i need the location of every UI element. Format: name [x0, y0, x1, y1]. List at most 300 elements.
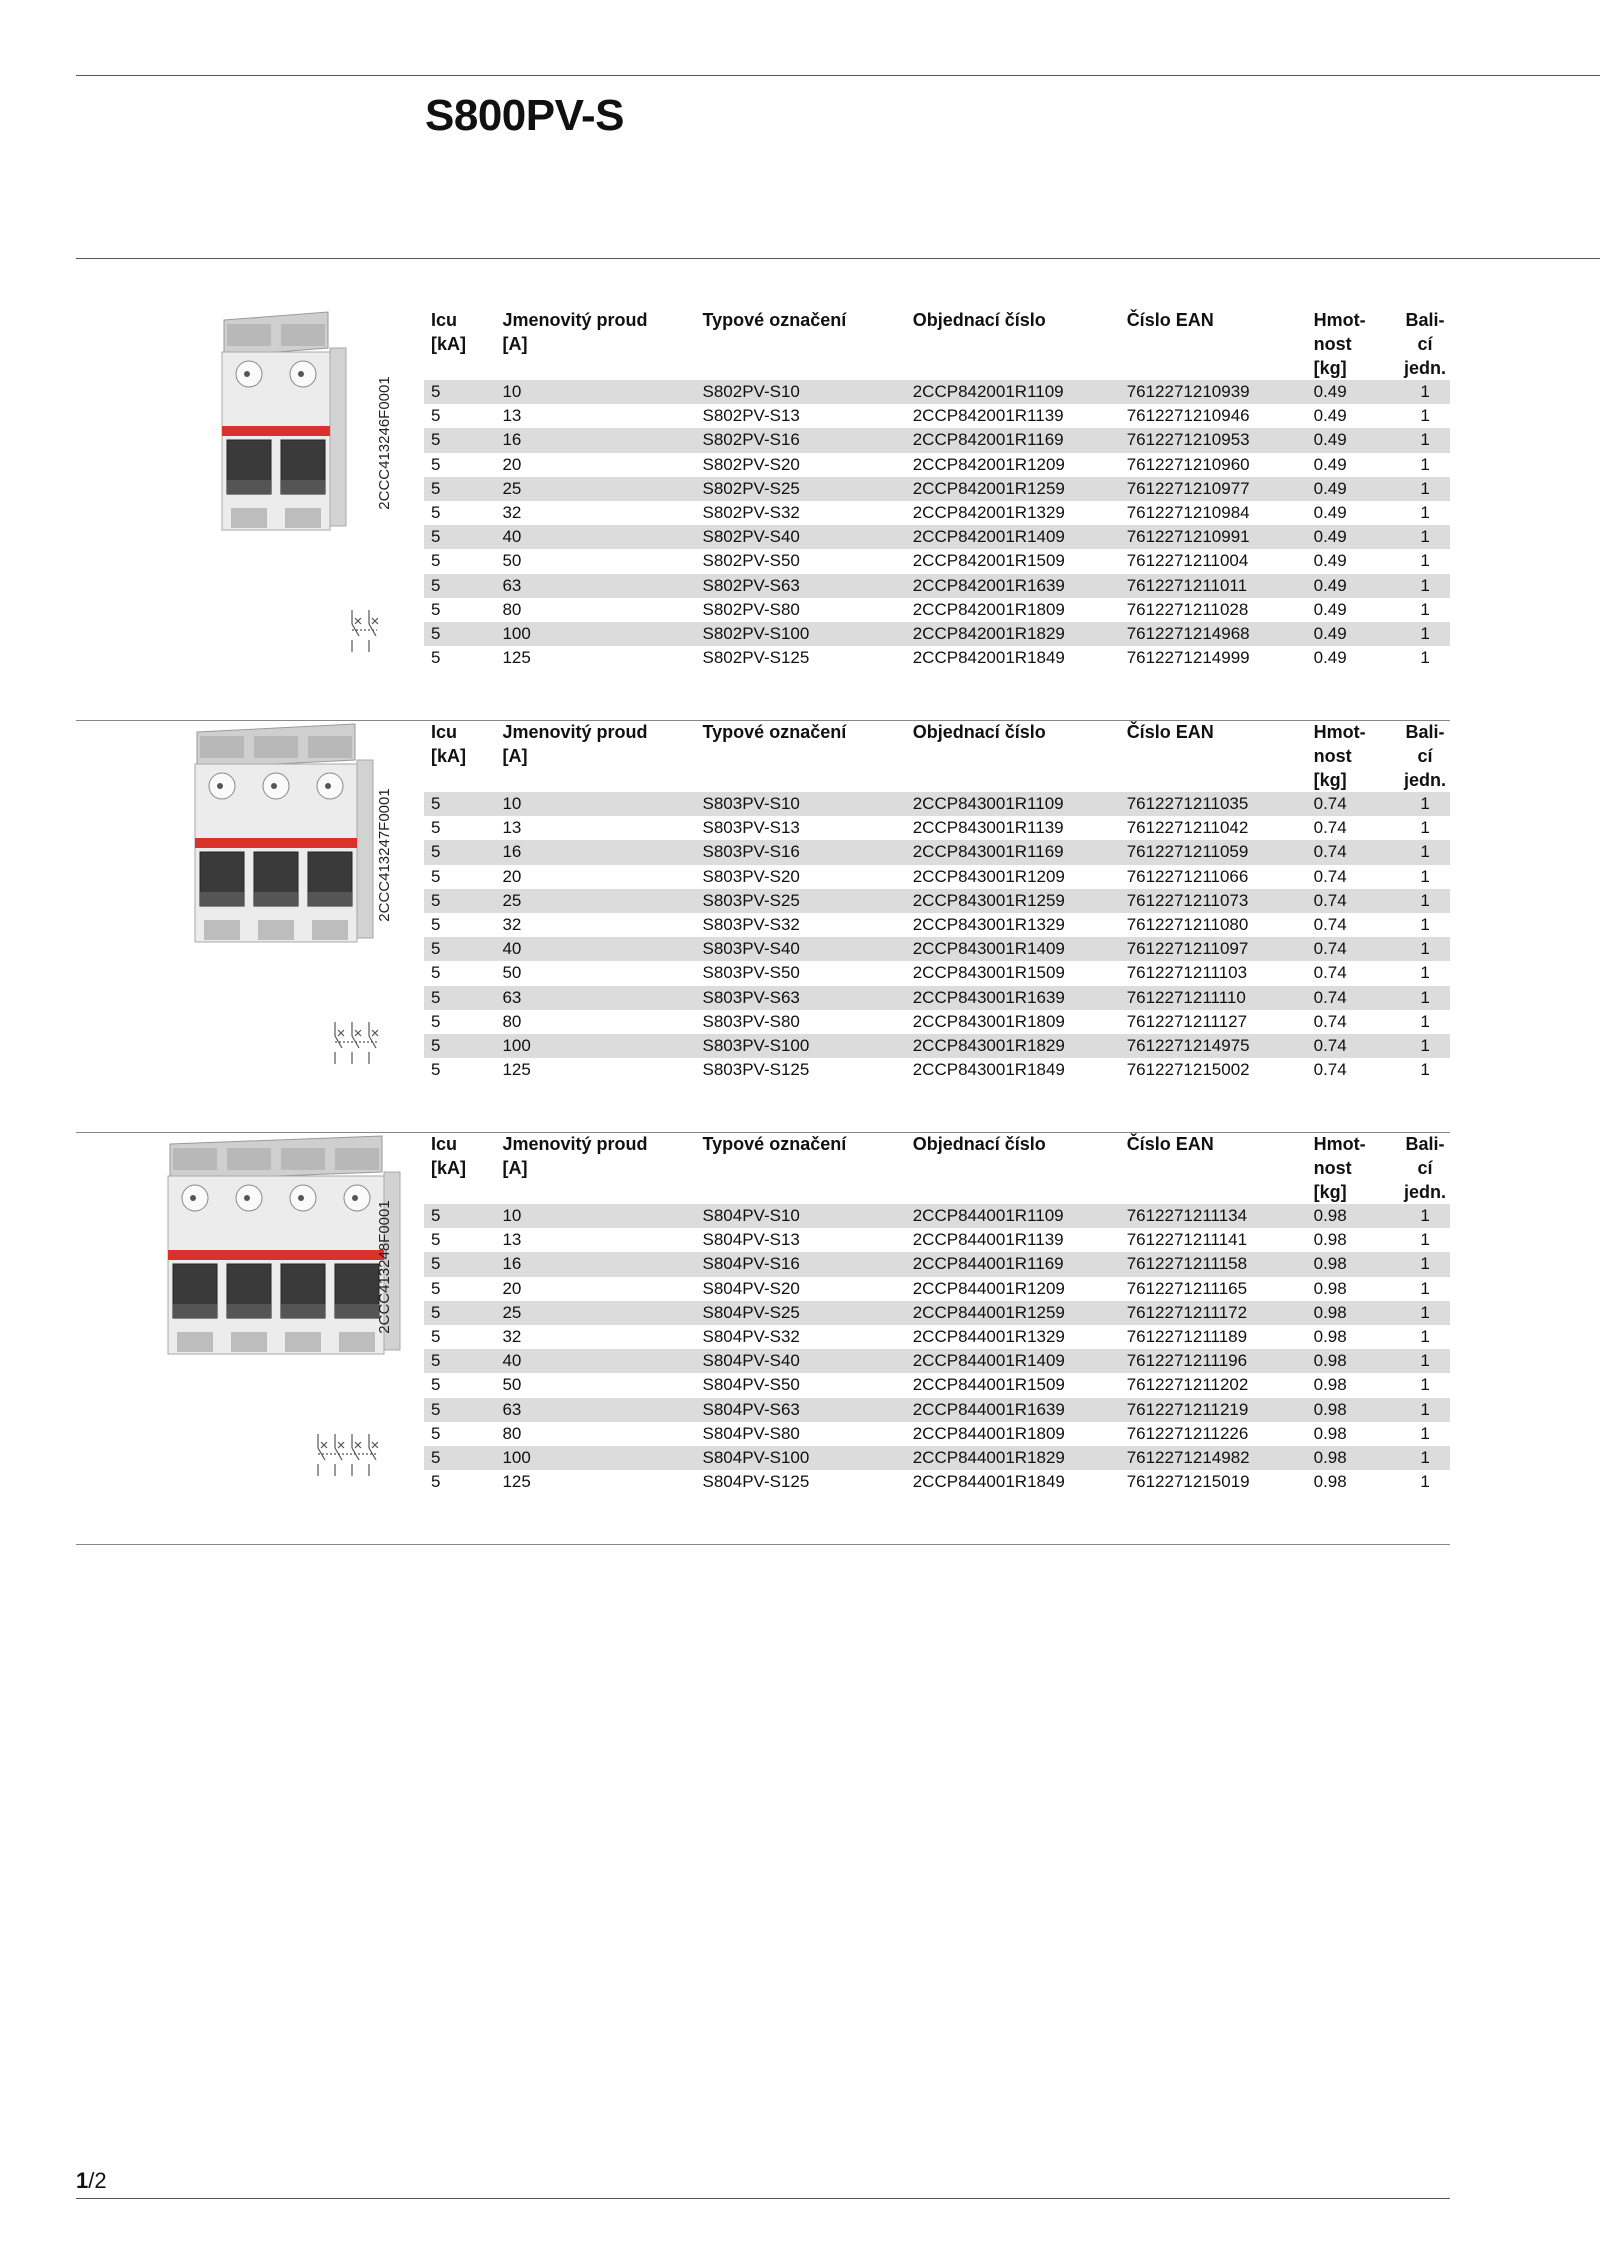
table-row	[424, 525, 1450, 549]
type-cell: S804PV-S125	[702, 1472, 810, 1492]
order-number-cell: 2CCP844001R1329	[912, 1327, 1065, 1347]
weight-cell: 0.74	[1313, 963, 1347, 983]
header-weight-line: [kg]	[1313, 358, 1347, 378]
table-row	[424, 428, 1450, 452]
order-number-cell: 2CCP843001R1639	[906, 986, 1120, 1010]
ean-cell: 7612271211110	[1120, 986, 1307, 1010]
table-header-row	[424, 720, 1450, 792]
type-cell: S804PV-S16	[696, 1252, 906, 1276]
header-type	[696, 720, 906, 792]
weight-cell: 0.74	[1307, 937, 1393, 961]
order-number-cell: 2CCP844001R1259	[906, 1301, 1120, 1325]
header-packing-unit	[1393, 720, 1450, 792]
table-row	[424, 1422, 1450, 1446]
type-cell: S803PV-S10	[696, 792, 906, 816]
ean-cell: 7612271215019	[1126, 1472, 1250, 1492]
header-icu-line: [kA]	[431, 334, 466, 354]
current-cell: 40	[495, 937, 695, 961]
current-cell: 100	[495, 622, 695, 646]
table-header-row	[424, 1132, 1450, 1204]
header-current	[495, 720, 695, 792]
ean-cell: 7612271211172	[1120, 1301, 1307, 1325]
current-cell: 63	[495, 986, 695, 1010]
packing-unit-cell: 1	[1420, 503, 1430, 523]
current-cell: 16	[495, 428, 695, 452]
header-icu-line: [kA]	[431, 746, 466, 766]
top-rule	[76, 75, 1600, 76]
ean-cell: 7612271211158	[1120, 1252, 1307, 1276]
table-row	[424, 622, 1450, 646]
table-row	[424, 1373, 1450, 1397]
type-cell: S804PV-S100	[696, 1446, 906, 1470]
image-code: 2CCC413246F0001	[376, 376, 393, 510]
type-cell: S803PV-S16	[696, 840, 906, 864]
ean-cell: 7612271214982	[1120, 1446, 1307, 1470]
order-number-cell: 2CCP844001R1829	[906, 1446, 1120, 1470]
current-cell: 40	[495, 525, 695, 549]
ean-cell: 7612271211035	[1120, 792, 1307, 816]
order-number-cell: 2CCP844001R1109	[906, 1204, 1120, 1228]
current-cell: 63	[495, 1398, 695, 1422]
packing-unit-cell: 1	[1393, 1252, 1450, 1276]
icu-cell: 5	[431, 866, 441, 886]
packing-unit-cell: 1	[1393, 380, 1450, 404]
packing-unit-cell: 1	[1420, 963, 1430, 983]
packing-unit-cell: 1	[1420, 1327, 1430, 1347]
packing-unit-cell: 1	[1420, 866, 1430, 886]
order-number-cell: 2CCP843001R1829	[906, 1034, 1120, 1058]
order-number-cell: 2CCP842001R1329	[912, 503, 1065, 523]
header-current-line: [A]	[502, 334, 528, 354]
order-number-cell: 2CCP842001R1169	[906, 428, 1120, 452]
order-number-cell: 2CCP844001R1409	[906, 1349, 1120, 1373]
current-cell: 32	[502, 915, 522, 935]
icu-cell: 5	[424, 477, 495, 501]
icu-cell: 5	[424, 574, 495, 598]
order-number-cell: 2CCP843001R1809	[912, 1011, 1065, 1031]
page-number	[76, 2168, 107, 2194]
type-cell: S802PV-S20	[702, 454, 800, 474]
current-cell: 25	[495, 477, 695, 501]
table-header-row	[424, 308, 1450, 380]
ean-cell: 7612271211103	[1126, 963, 1248, 983]
header-weight	[1307, 308, 1393, 380]
type-cell: S803PV-S63	[696, 986, 906, 1010]
header-type	[696, 1132, 906, 1204]
header-icu	[424, 1132, 495, 1204]
icu-cell: 5	[424, 1252, 495, 1276]
current-cell: 32	[502, 1327, 522, 1347]
header-weight-line: nost	[1313, 334, 1352, 354]
weight-cell: 0.49	[1313, 406, 1347, 426]
packing-unit-cell: 1	[1420, 915, 1430, 935]
header-packing-unit-line: cí	[1417, 334, 1433, 354]
table-row	[424, 380, 1450, 404]
packing-unit-cell: 1	[1420, 454, 1430, 474]
weight-cell: 0.98	[1313, 1327, 1347, 1347]
circuit-schematic	[352, 610, 378, 652]
weight-cell: 0.98	[1313, 1472, 1347, 1492]
ean-cell: 7612271211059	[1120, 840, 1307, 864]
current-cell: 125	[502, 648, 531, 668]
ean-cell: 7612271211219	[1120, 1398, 1307, 1422]
order-number-cell: 2CCP844001R1849	[912, 1472, 1065, 1492]
product-section	[76, 308, 1450, 721]
weight-cell: 0.74	[1307, 889, 1393, 913]
weight-cell: 0.98	[1307, 1252, 1393, 1276]
current-cell: 16	[495, 1252, 695, 1276]
type-cell: S804PV-S40	[696, 1349, 906, 1373]
breaker-photo	[126, 1132, 406, 1392]
packing-unit-cell: 1	[1420, 406, 1430, 426]
weight-cell: 0.98	[1313, 1375, 1347, 1395]
type-cell: S803PV-S25	[696, 889, 906, 913]
icu-cell: 5	[424, 1301, 495, 1325]
order-number-cell: 2CCP843001R1139	[912, 818, 1064, 838]
packing-unit-cell: 1	[1393, 1204, 1450, 1228]
table-row	[424, 961, 1450, 985]
table-row	[424, 865, 1450, 889]
order-number-cell: 2CCP844001R1509	[912, 1375, 1065, 1395]
current-cell: 80	[502, 1011, 522, 1031]
schematic-diagram	[325, 1018, 405, 1068]
table-row	[424, 913, 1450, 937]
table-row	[424, 574, 1450, 598]
type-cell: S804PV-S80	[702, 1423, 800, 1443]
spec-table	[424, 1132, 1450, 1494]
ean-cell: 7612271215002	[1126, 1060, 1250, 1080]
order-number-cell: 2CCP844001R1139	[912, 1230, 1064, 1250]
table-row	[424, 1058, 1450, 1082]
ean-cell: 7612271211226	[1126, 1423, 1249, 1443]
packing-unit-cell: 1	[1420, 1472, 1430, 1492]
header-packing-unit	[1393, 308, 1450, 380]
header-weight-line: nost	[1313, 746, 1352, 766]
header-current	[495, 1132, 695, 1204]
packing-unit-cell: 1	[1393, 986, 1450, 1010]
ean-cell: 7612271211097	[1120, 937, 1307, 961]
header-type-text: Typové označení	[702, 310, 847, 330]
order-number-cell: 2CCP842001R1259	[906, 477, 1120, 501]
weight-cell: 0.98	[1313, 1230, 1347, 1250]
order-number-cell: 2CCP842001R1209	[912, 454, 1065, 474]
circuit-schematic	[335, 1022, 378, 1064]
ean-cell: 7612271214975	[1120, 1034, 1307, 1058]
header-type	[696, 308, 906, 380]
packing-unit-cell: 1	[1393, 1398, 1450, 1422]
packing-unit-cell: 1	[1420, 551, 1430, 571]
header-order-number-text: Objednací číslo	[912, 310, 1046, 330]
header-packing-unit	[1393, 1132, 1450, 1204]
current-cell: 10	[495, 792, 695, 816]
header-packing-unit-line: cí	[1417, 746, 1433, 766]
packing-unit-cell: 1	[1420, 1423, 1430, 1443]
table-row	[424, 1277, 1450, 1301]
header-current-line: Jmenovitý proud	[502, 1134, 648, 1154]
table-row	[424, 1228, 1450, 1252]
type-cell: S802PV-S40	[696, 525, 906, 549]
icu-cell: 5	[424, 1446, 495, 1470]
packing-unit-cell: 1	[1420, 1011, 1430, 1031]
icu-cell: 5	[431, 1060, 441, 1080]
icu-cell: 5	[431, 503, 441, 523]
packing-unit-cell: 1	[1420, 818, 1430, 838]
icu-cell: 5	[431, 915, 441, 935]
packing-unit-cell: 1	[1393, 525, 1450, 549]
type-cell: S802PV-S80	[702, 599, 800, 619]
ean-cell: 7612271211127	[1126, 1011, 1248, 1031]
icu-cell: 5	[424, 937, 495, 961]
ean-cell: 7612271210991	[1120, 525, 1307, 549]
spec-table	[424, 720, 1450, 1082]
current-cell: 13	[502, 1230, 522, 1250]
current-cell: 80	[502, 599, 522, 619]
order-number-cell: 2CCP842001R1509	[912, 551, 1065, 571]
product-section	[76, 720, 1450, 1133]
icu-cell: 5	[431, 648, 441, 668]
weight-cell: 0.49	[1313, 454, 1347, 474]
weight-cell: 0.49	[1307, 622, 1393, 646]
weight-cell: 0.49	[1313, 503, 1347, 523]
table-row	[424, 937, 1450, 961]
packing-unit-cell: 1	[1393, 1446, 1450, 1470]
icu-cell: 5	[424, 1204, 495, 1228]
current-cell: 13	[502, 818, 522, 838]
table-row	[424, 1252, 1450, 1276]
header-packing-unit-line: cí	[1417, 1158, 1433, 1178]
packing-unit-cell: 1	[1393, 622, 1450, 646]
order-number-cell: 2CCP842001R1109	[906, 380, 1120, 404]
table-row	[424, 889, 1450, 913]
packing-unit-cell: 1	[1420, 1230, 1430, 1250]
icu-cell: 5	[431, 599, 441, 619]
spec-table	[424, 308, 1450, 670]
weight-cell: 0.74	[1307, 1034, 1393, 1058]
header-weight-line: Hmot-	[1313, 722, 1366, 742]
weight-cell: 0.74	[1313, 915, 1347, 935]
weight-cell: 0.49	[1313, 551, 1347, 571]
icu-cell: 5	[424, 1398, 495, 1422]
order-number-cell: 2CCP843001R1209	[912, 866, 1065, 886]
schematic-diagram	[342, 606, 422, 656]
header-weight-line: Hmot-	[1313, 310, 1366, 330]
icu-cell: 5	[431, 1472, 441, 1492]
order-number-cell: 2CCP843001R1169	[906, 840, 1120, 864]
icu-cell: 5	[431, 963, 441, 983]
footer-rule	[76, 2198, 1450, 2199]
table-row	[424, 477, 1450, 501]
ean-cell: 7612271211141	[1126, 1230, 1248, 1250]
ean-cell: 7612271211004	[1126, 551, 1249, 571]
ean-cell: 7612271211073	[1120, 889, 1307, 913]
current-cell: 25	[495, 1301, 695, 1325]
icu-cell: 5	[431, 1011, 441, 1031]
table-row	[424, 1398, 1450, 1422]
weight-cell: 0.49	[1307, 428, 1393, 452]
icu-cell: 5	[431, 551, 441, 571]
icu-cell: 5	[424, 622, 495, 646]
packing-unit-cell: 1	[1393, 840, 1450, 864]
ean-cell: 7612271210953	[1120, 428, 1307, 452]
weight-cell: 0.98	[1307, 1301, 1393, 1325]
header-icu	[424, 308, 495, 380]
type-cell: S803PV-S50	[702, 963, 800, 983]
breaker-body	[222, 312, 346, 530]
order-number-cell: 2CCP843001R1329	[912, 915, 1065, 935]
current-cell: 125	[502, 1472, 531, 1492]
current-cell: 50	[502, 963, 522, 983]
type-cell: S804PV-S13	[702, 1230, 800, 1250]
type-cell: S803PV-S80	[702, 1011, 800, 1031]
header-order-number-text: Objednací číslo	[912, 722, 1046, 742]
packing-unit-cell: 1	[1420, 648, 1430, 668]
packing-unit-cell: 1	[1393, 792, 1450, 816]
type-cell: S802PV-S13	[702, 406, 800, 426]
icu-cell: 5	[424, 428, 495, 452]
current-cell: 63	[495, 574, 695, 598]
header-packing-unit-line: jedn.	[1404, 358, 1447, 378]
header-order-number	[906, 720, 1120, 792]
order-number-cell: 2CCP842001R1639	[906, 574, 1120, 598]
table-row	[424, 1470, 1450, 1494]
weight-cell: 0.49	[1307, 380, 1393, 404]
weight-cell: 0.74	[1313, 818, 1347, 838]
icu-cell: 5	[424, 792, 495, 816]
order-number-cell: 2CCP844001R1209	[912, 1278, 1065, 1298]
current-cell: 20	[502, 866, 522, 886]
table-row	[424, 1446, 1450, 1470]
packing-unit-cell: 1	[1393, 1034, 1450, 1058]
current-cell: 40	[495, 1349, 695, 1373]
header-packing-unit-line: Bali-	[1405, 1134, 1445, 1154]
header-order-number	[906, 308, 1120, 380]
ean-cell: 7612271211066	[1126, 866, 1249, 886]
table-row	[424, 549, 1450, 573]
icu-cell: 5	[431, 1327, 441, 1347]
header-packing-unit-line: Bali-	[1405, 722, 1445, 742]
header-icu-line: [kA]	[431, 1158, 466, 1178]
icu-cell: 5	[424, 525, 495, 549]
header-order-number	[906, 1132, 1120, 1204]
type-cell: S804PV-S63	[696, 1398, 906, 1422]
circuit-schematic	[318, 1434, 378, 1476]
packing-unit-cell: 1	[1393, 1301, 1450, 1325]
table-row	[424, 1349, 1450, 1373]
ean-cell: 7612271211196	[1120, 1349, 1307, 1373]
page-separator: /	[88, 2168, 95, 2193]
current-cell: 25	[495, 889, 695, 913]
ean-cell: 7612271211134	[1120, 1204, 1307, 1228]
page-title: S800PV-S	[425, 91, 625, 140]
breaker-body	[168, 1136, 400, 1354]
table-row	[424, 404, 1450, 428]
type-cell: S802PV-S125	[702, 648, 810, 668]
table-row	[424, 840, 1450, 864]
weight-cell: 0.98	[1307, 1446, 1393, 1470]
image-code: 2CCC413248F0001	[376, 1200, 393, 1334]
breaker-photo	[126, 308, 406, 568]
ean-cell: 7612271210939	[1120, 380, 1307, 404]
header-weight-line: nost	[1313, 1158, 1352, 1178]
type-cell: S802PV-S100	[696, 622, 906, 646]
packing-unit-cell: 1	[1393, 1349, 1450, 1373]
current-cell: 100	[495, 1446, 695, 1470]
page-total: 2	[94, 2168, 107, 2193]
type-cell: S804PV-S25	[696, 1301, 906, 1325]
current-cell: 10	[495, 1204, 695, 1228]
weight-cell: 0.98	[1313, 1423, 1347, 1443]
header-ean	[1120, 720, 1307, 792]
table-row	[424, 1010, 1450, 1034]
order-number-cell: 2CCP842001R1139	[912, 406, 1064, 426]
product-section	[76, 1132, 1450, 1545]
table-row	[424, 792, 1450, 816]
ean-cell: 7612271210946	[1126, 406, 1250, 426]
weight-cell: 0.74	[1307, 986, 1393, 1010]
packing-unit-cell: 1	[1393, 428, 1450, 452]
packing-unit-cell: 1	[1420, 1375, 1430, 1395]
current-cell: 50	[502, 551, 522, 571]
packing-unit-cell: 1	[1420, 599, 1430, 619]
current-cell: 125	[502, 1060, 531, 1080]
header-current-line: [A]	[502, 746, 528, 766]
table-row	[424, 1204, 1450, 1228]
weight-cell: 0.49	[1307, 477, 1393, 501]
order-number-cell: 2CCP844001R1169	[906, 1252, 1120, 1276]
weight-cell: 0.49	[1307, 574, 1393, 598]
icu-cell: 5	[431, 818, 441, 838]
image-code: 2CCC413247F0001	[376, 788, 393, 922]
ean-cell: 7612271214999	[1126, 648, 1250, 668]
ean-cell: 7612271211028	[1126, 599, 1249, 619]
header-icu-line: Icu	[431, 1134, 458, 1154]
order-number-cell: 2CCP844001R1639	[906, 1398, 1120, 1422]
weight-cell: 0.74	[1313, 866, 1347, 886]
page-current: 1	[76, 2168, 89, 2193]
packing-unit-cell: 1	[1393, 889, 1450, 913]
schematic-diagram	[308, 1430, 388, 1480]
header-type-text: Typové označení	[702, 1134, 847, 1154]
header-weight-line: [kg]	[1313, 770, 1347, 790]
weight-cell: 0.49	[1313, 648, 1347, 668]
type-cell: S803PV-S40	[696, 937, 906, 961]
weight-cell: 0.74	[1307, 792, 1393, 816]
weight-cell: 0.74	[1313, 1011, 1347, 1031]
ean-cell: 7612271210960	[1126, 454, 1250, 474]
table-row	[424, 646, 1450, 670]
type-cell: S804PV-S10	[696, 1204, 906, 1228]
current-cell: 10	[495, 380, 695, 404]
weight-cell: 0.98	[1307, 1398, 1393, 1422]
header-current-line: [A]	[502, 1158, 528, 1178]
type-cell: S803PV-S13	[702, 818, 800, 838]
header-weight-line: Hmot-	[1313, 1134, 1366, 1154]
ean-cell: 7612271211189	[1126, 1327, 1248, 1347]
table-row	[424, 986, 1450, 1010]
header-rule	[76, 258, 1600, 259]
header-weight	[1307, 1132, 1393, 1204]
type-cell: S804PV-S20	[702, 1278, 800, 1298]
icu-cell: 5	[431, 1230, 441, 1250]
header-current	[495, 308, 695, 380]
type-cell: S803PV-S32	[702, 915, 800, 935]
header-packing-unit-line: jedn.	[1404, 1182, 1447, 1202]
icu-cell: 5	[424, 380, 495, 404]
weight-cell: 0.49	[1313, 599, 1347, 619]
current-cell: 50	[502, 1375, 522, 1395]
breaker-photo	[126, 720, 406, 980]
header-ean	[1120, 1132, 1307, 1204]
